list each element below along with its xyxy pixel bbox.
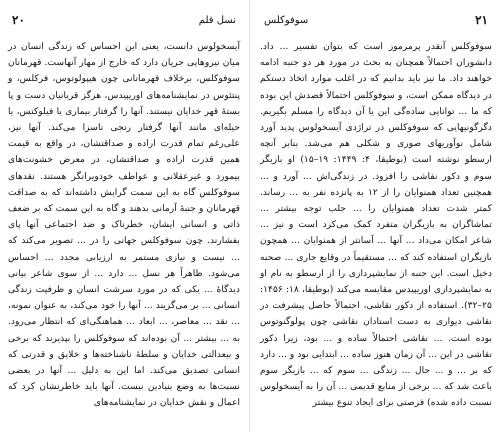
- page-number: ۲۱: [475, 13, 488, 27]
- left-page-header: [6, 9, 242, 31]
- gutter-divider: [249, 0, 250, 432]
- right-page-header: [258, 9, 494, 31]
- right-page-body: [258, 39, 494, 412]
- page-number: ۲۰: [12, 13, 25, 27]
- left-page: [6, 0, 242, 432]
- running-head: سوفوکلس: [264, 14, 309, 26]
- left-page-body: [6, 39, 242, 412]
- body-text: سوفوکلس آنقدر پرمرموز است که بتوان تفسیر ... داد. دانشوران احتمالاً همچنان به بحث در مورد هر دو جنبه ادامه خواهند داد. ما نیز باید بدانیم که در اغلب موارد اتخاذ دستکم در دیدگاه ممکن است، و سوفوکلس احتمالاً قصدش این بوده که ما ... توانایی ساده‌گی این یا آن دیدگاه را مسلم بگیریم. دگرگونیهایی که سوفوکلس در تراژدی آیسخولوس پدید آورد شامل نوآوریهای صوری و شکلی هم می‌شد. بنابر آنچه ارسطو نوشته است (بوطیقا، ۴: ۱۴۴۹: ۱۹–۱۵) او بازیگر سوم و دکور نقاشی را افزود. در زندگی‌اش ... آورد و ... همچنین تعداد همنوایان را از ۱۲ به پانزده نفر به ... رساند. کمتر شدت تعداد همنوایان را ... جلب توجه بیشتر ... تماشاگران به بازیگران متفرد کمک می‌کرد است و نیز ... شاعر امکان می‌داد ... آنها ... آسانتر از همنوایان ... همچون بازیگران استفاده کند که ... مستقیماً در وقایع جاری ... صحنه دخیل است. این جنبه از نمایشپردازی را از ارسطو به نام او به نمایشپردازی اوریپیدس مقایسه می‌کند (بوطیقا، ۱۸: ۱۴۵۶: ۲۵–۳۲). استفاده از دکور نقاشی، احتمالاً حاصل پیشرفت در نقاشی دیواری به دست استادان نقاشی چون پولوگنوتوس بوده است. ... نقاشی احتمالاً ساده و ... بود، زیرا دکور نقاشی در این ... آن زمان هنوز ساده ... ابتدایی بود و ... دارد که بر ... و ... حال ... زندگی ... سوم که ... بازیگر سوم باعث شد که ... برخی از منابع قدیمی ... آن را به آیسخولوس نسبت داده شده) فرصتی برای ایجاد تنوع بیشتر: [260, 41, 492, 409]
- running-head: نسل قلم: [198, 14, 236, 26]
- right-page: [258, 0, 494, 432]
- body-text: آیسخولوس دانست، یعنی این احساس که زندگی انسان در میان نیروهایی جریان دارد که خارج از مهار آنهاست. قهرمانان سوفوکلس، برخلاف قهرمانانی چون هیپولوتوس، فرکلس، و پنتئوس در نمایشنامه‌های اوریپیدس، هرگز قربانیان دست و پا بستهٔ قهر خدایان نیستند. آنها را گرفتار بیماری یا فیلوکتس، یا حیله‌ای مانند آنها گرفتار رنجی ناسزا می‌کند. آنها نیز، علی‌رغم تمام قدرت اراده و صداقتشان، در واقع به قیمت همین قدرت اراده و صداقتشان، در معرض خشونت‌های بیمورد و غیرعقلانی و عواطف خودویرانگر هستند. نقدهای سوفوکلس گاه به این سمت گرایش داشته‌اند که به صداقت قهرمانان و جنبهٔ آرمانی بدهند و گاه به این سمت که بر ضعف ذاتی و انسانی ایشان، خطرناک و ضد اجتماعی آنها پای بفشارند. چون سوفوکلس جهانی را در ... تصویر می‌کند که ... نیست و نیازی مستمر به ارزیابی مجدد ... احساس می‌شود. ظاهراً هر نسل ... دارد ... از سوی شاعر بیانی دیدگاهٔ ... یکی که در مورد سرشت انسان و ظرفیت زندگی انسانی ... بر می‌گزیند ... آنها را خود می‌کند، به عنوان نمونه، ... نقد ... معاصر، ... ابعاد ... هماهنگی‌ای که انتظار می‌رود. به ... بیشتر ... آن بوده‌اند که سوفوکلس را بپذیرند که برخی و بیعدالتی خدایان و سلطهٔ ناشناخته‌ها و خلایق و قدرتی که انسانی تصدیق می‌کند. اما این به دلیل ... آنها در بعضی نسبت‌ها به وضع بنیادین نیست. آنها باید خاطرنشان کرد که اعمال و نقش خدایان در نمایشنامه‌های: [8, 41, 240, 409]
